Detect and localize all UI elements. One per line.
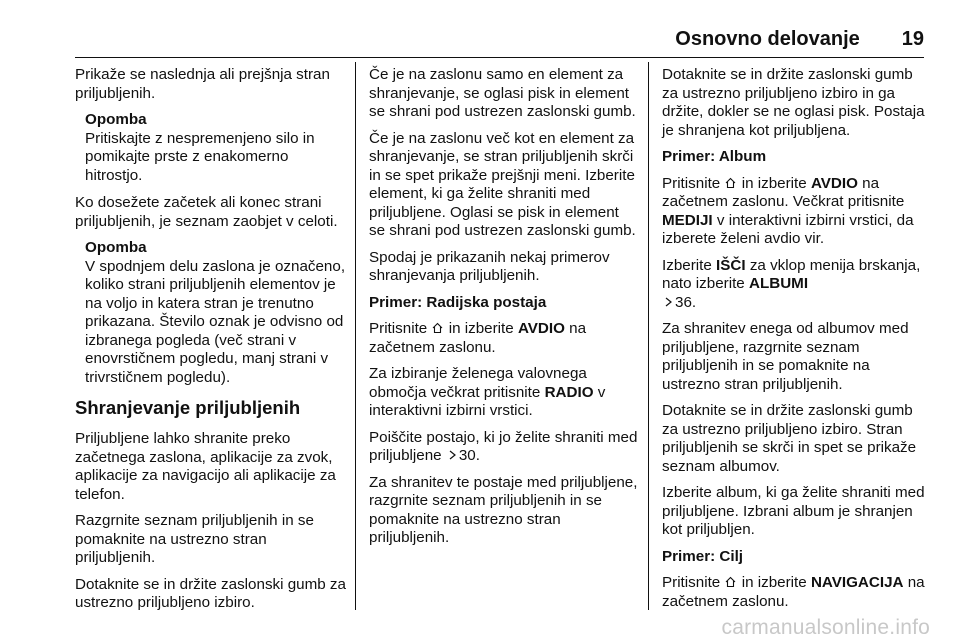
column-divider-1 [355,62,356,610]
text: in izberite [741,574,807,591]
text: Poiščite postajo, ki jo želite shraniti med priljubljene [369,428,638,464]
text: Pritisnite [662,174,721,192]
note-box [85,239,347,387]
menu-term: MEDIJI [662,211,713,229]
text: in izberite [448,320,514,337]
note-text: V spodnjem delu zaslona je označeno, koliko strani priljubljenih elementov je na voljo in katera stran je trenutno prikazana. Število oznak je odvisno od izbranega pogleda (več strani v enovrstičnem pogledu, manj strani v trivrstičnem pogledu). [85,257,346,386]
section-heading: Shranjevanje priljubljenih [75,397,301,418]
paragraph [662,175,930,249]
paragraph: Prikaže se naslednja ali prejšnja stran priljubljenih. [75,66,330,102]
header-divider [75,57,924,58]
page-reference-icon [447,449,458,461]
paragraph [662,257,930,313]
home-icon [432,322,443,334]
column-2 [369,66,639,556]
page-title: Osnovno delovanje [675,28,860,50]
page-number: 19 [901,28,924,50]
paragraph: Dotaknite se in držite zaslonski gumb za ustrezno priljubljeno izbiro. Stran priljubljenih se skrči in spet se prikaže seznam albumov. [662,402,917,475]
column-3 [662,66,930,619]
text: v interaktivni izbirni vrstici, da izberete želeni avdio vir. [662,211,914,247]
menu-term: AVDIO [810,174,858,192]
note-label: Opomba [85,111,147,128]
example-heading: Primer: Cilj [662,547,744,565]
menu-term: ALBUMI [748,275,809,292]
note-label: Opomba [85,239,147,256]
menu-term: IŠČI [716,256,746,274]
menu-term: NAVIGACIJA [810,574,904,591]
page-header [675,28,924,51]
text: Izberite [662,256,712,274]
page-reference: 30. [458,447,480,464]
text: Pritisnite [369,320,428,337]
paragraph: Spodaj je prikazanih nekaj primerov shranjevanja priljubljenih. [369,248,610,284]
paragraph: Če je na zaslonu več kot en element za shranjevanje, se stran priljubljenih skrči in se spet prikaže prejšnji meni. Izberite element, ki ga želite shraniti med priljubljene. Oglasi se pisk in element se shrani pod ustrezen zaslonski gumb. [369,129,636,239]
column-divider-2 [648,62,649,610]
paragraph: Dotaknite se in držite zaslonski gumb za ustrezno priljubljeno izbiro in ga držite, dokler se ne oglasi pisk. Postaja je shranjena kot priljubljena. [662,66,925,139]
paragraph: Razgrnite seznam priljubljenih in se pomaknite na ustrezno stran priljubljenih. [75,512,314,566]
paragraph: Ko dosežete začetek ali konec strani priljubljenih, je seznam zaobjet v celoti. [75,194,338,230]
text: in izberite [741,174,807,192]
watermark: carmanualsonline.info [721,616,930,639]
text: na začetnem zaslonu. Večkrat pritisnite [662,174,905,210]
text: na začetnem zaslonu. [662,574,925,610]
text: na začetnem zaslonu. [369,320,587,356]
note-text: Pritiskajte z nespremenjeno silo in pomikajte prste z enakomerno hitrostjo. [85,129,315,184]
note-box [85,111,347,185]
paragraph [369,365,639,421]
paragraph: Priljubljene lahko shranite preko začetnega zaslona, aplikacije za zvok, aplikacije za navigacijo ali aplikacije za telefon. [75,430,336,503]
paragraph: Dotaknite se in držite zaslonski gumb za ustrezno priljubljeno izbiro. [75,575,346,611]
menu-term: AVDIO [517,320,565,337]
text: v interaktivni izbirni vrstici. [369,383,606,419]
paragraph [369,320,639,357]
page-reference-icon [663,296,674,308]
paragraph: Za shranitev te postaje med priljubljene, razgrnite seznam priljubljenih in se pomaknite na ustrezno stran priljubljenih. [369,473,638,546]
paragraph [662,574,930,611]
text: Pritisnite [662,574,721,591]
text: za vklop menija brskanja, nato izberite [662,256,921,292]
menu-term: RADIO [544,383,594,401]
paragraph: Za shranitev enega od albumov med priljubljene, razgrnite seznam priljubljenih in se pomaknite na ustrezno stran priljubljenih. [662,320,909,393]
example-heading: Primer: Radijska postaja [369,293,547,311]
home-icon [725,177,736,189]
column-1 [75,66,347,621]
paragraph [369,429,639,466]
example-heading: Primer: Album [662,148,767,165]
paragraph: Izberite album, ki ga želite shraniti med priljubljene. Izbrani album je shranjen kot priljubljen. [662,484,925,538]
text: Za izbiranje želenega valovnega območja večkrat pritisnite [369,365,587,401]
paragraph: Če je na zaslonu samo en element za shranjevanje, se oglasi pisk in element se shrani pod ustrezen zaslonski gumb. [369,66,636,120]
home-icon [725,576,736,588]
page-reference: 36. [675,293,697,311]
